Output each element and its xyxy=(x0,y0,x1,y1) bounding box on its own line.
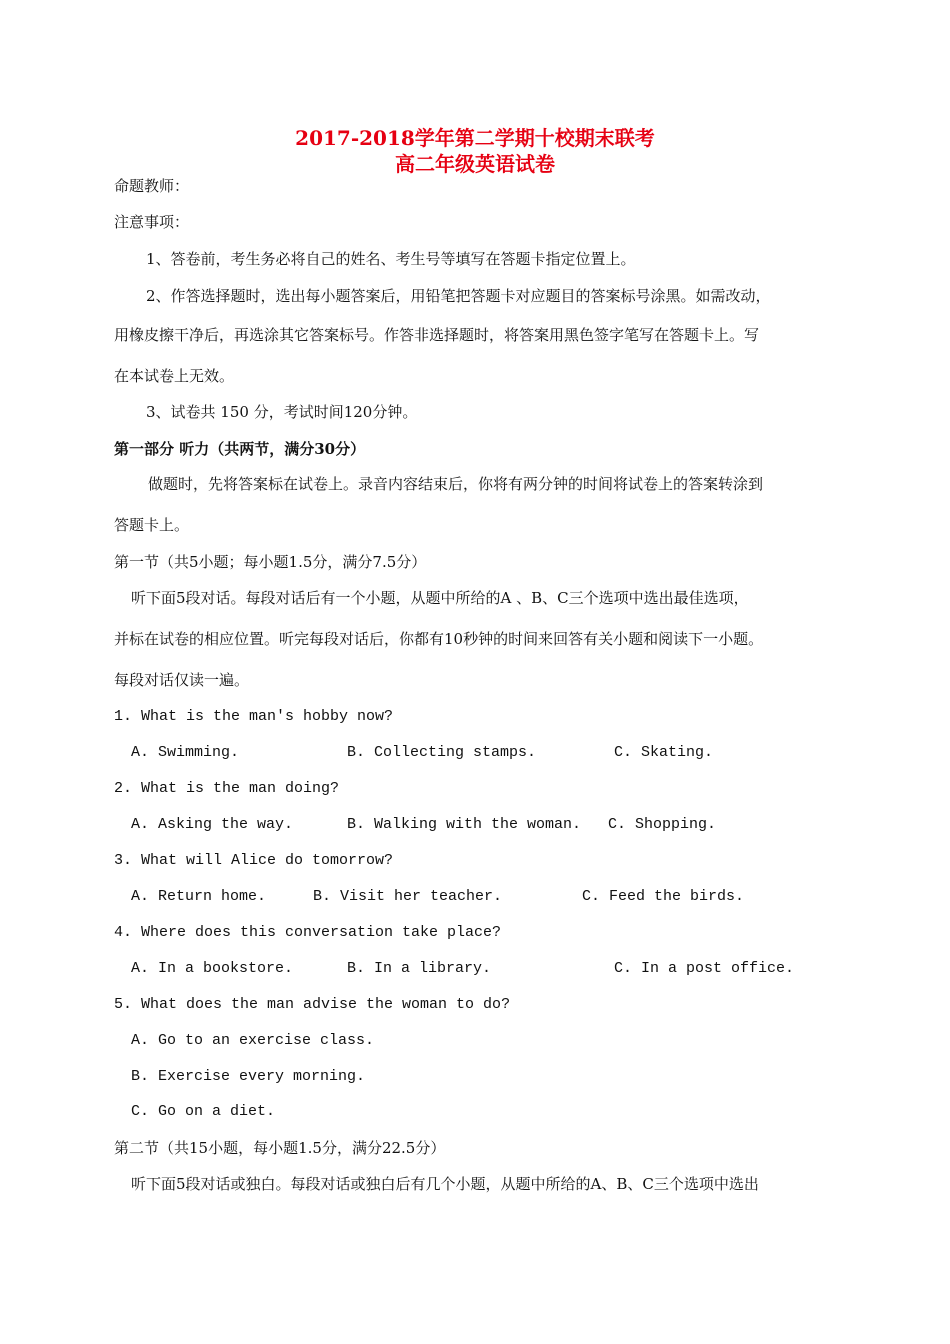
question-5: 5. What does the man advise the woman to do? xyxy=(114,996,511,1013)
q5-option-b: B. Exercise every morning. xyxy=(131,1068,366,1085)
section2-heading: 第二节（共15小题，每小题1.5分，满分22.5分） xyxy=(114,1139,446,1157)
q2-option-b: B. Walking with the woman. xyxy=(347,816,582,833)
question-3: 3. What will Alice do tomorrow? xyxy=(114,852,394,869)
notice-label: 注意事项： xyxy=(114,213,190,231)
part1-heading: 第一部分 听力（共两节，满分30分） xyxy=(114,440,366,458)
section1-intro-cont: 并标在试卷的相应位置。听完每段对话后，你都有10秒钟的时间来回答有关小题和阅读下一小题。 xyxy=(114,630,764,648)
notice-item-3: 3、试卷共 150 分，考试时间120分钟。 xyxy=(146,403,418,421)
q3-option-c: C. Feed the birds. xyxy=(582,888,745,905)
q4-option-b: B. In a library. xyxy=(347,960,492,977)
q2-option-c: C. Shopping. xyxy=(608,816,717,833)
section2-intro: 听下面5段对话或独白。每段对话或独白后有几个小题，从题中所给的A、B、C三个选项中选出 xyxy=(131,1175,759,1193)
q5-option-a: A. Go to an exercise class. xyxy=(131,1032,375,1049)
q1-option-c: C. Skating. xyxy=(614,744,714,761)
notice-item-1: 1、答卷前，考生务必将自己的姓名、考生号等填写在答题卡指定位置上。 xyxy=(146,250,636,268)
q2-option-a: A. Asking the way. xyxy=(131,816,294,833)
exam-title-line2: 高二年级英语试卷 xyxy=(395,152,555,176)
notice-item-2-cont2: 在本试卷上无效。 xyxy=(114,367,235,385)
question-1: 1. What is the man's hobby now? xyxy=(114,708,394,725)
section1-heading: 第一节（共5小题；每小题1.5分，满分7.5分） xyxy=(114,553,427,571)
section1-intro-cont2: 每段对话仅读一遍。 xyxy=(114,671,250,689)
notice-item-2-cont: 用橡皮擦干净后，再选涂其它答案标号。作答非选择题时，将答案用黑色签字笔写在答题卡上。写 xyxy=(114,326,760,344)
q5-option-c: C. Go on a diet. xyxy=(131,1103,276,1120)
q1-option-a: A. Swimming. xyxy=(131,744,240,761)
exam-title-line1: 2017-2018学年第二学期十校期末联考 xyxy=(295,126,655,150)
q3-option-a: A. Return home. xyxy=(131,888,267,905)
notice-item-2: 2、作答选择题时，选出每小题答案后，用铅笔把答题卡对应题目的答案标号涂黑。如需改动， xyxy=(146,287,771,305)
question-2: 2. What is the man doing? xyxy=(114,780,340,797)
q1-option-b: B. Collecting stamps. xyxy=(347,744,537,761)
q4-option-a: A. In a bookstore. xyxy=(131,960,294,977)
part1-intro: 做题时，先将答案标在试卷上。录音内容结束后，你将有两分钟的时间将试卷上的答案转涂到 xyxy=(148,475,764,493)
section1-intro: 听下面5段对话。每段对话后有一个小题，从题中所给的A 、B、C三个选项中选出最佳选项， xyxy=(131,589,749,607)
teacher-label: 命题教师： xyxy=(114,177,190,195)
q3-option-b: B. Visit her teacher. xyxy=(313,888,503,905)
part1-intro-cont: 答题卡上。 xyxy=(114,516,190,534)
q4-option-c: C. In a post office. xyxy=(614,960,795,977)
question-4: 4. Where does this conversation take place? xyxy=(114,924,502,941)
